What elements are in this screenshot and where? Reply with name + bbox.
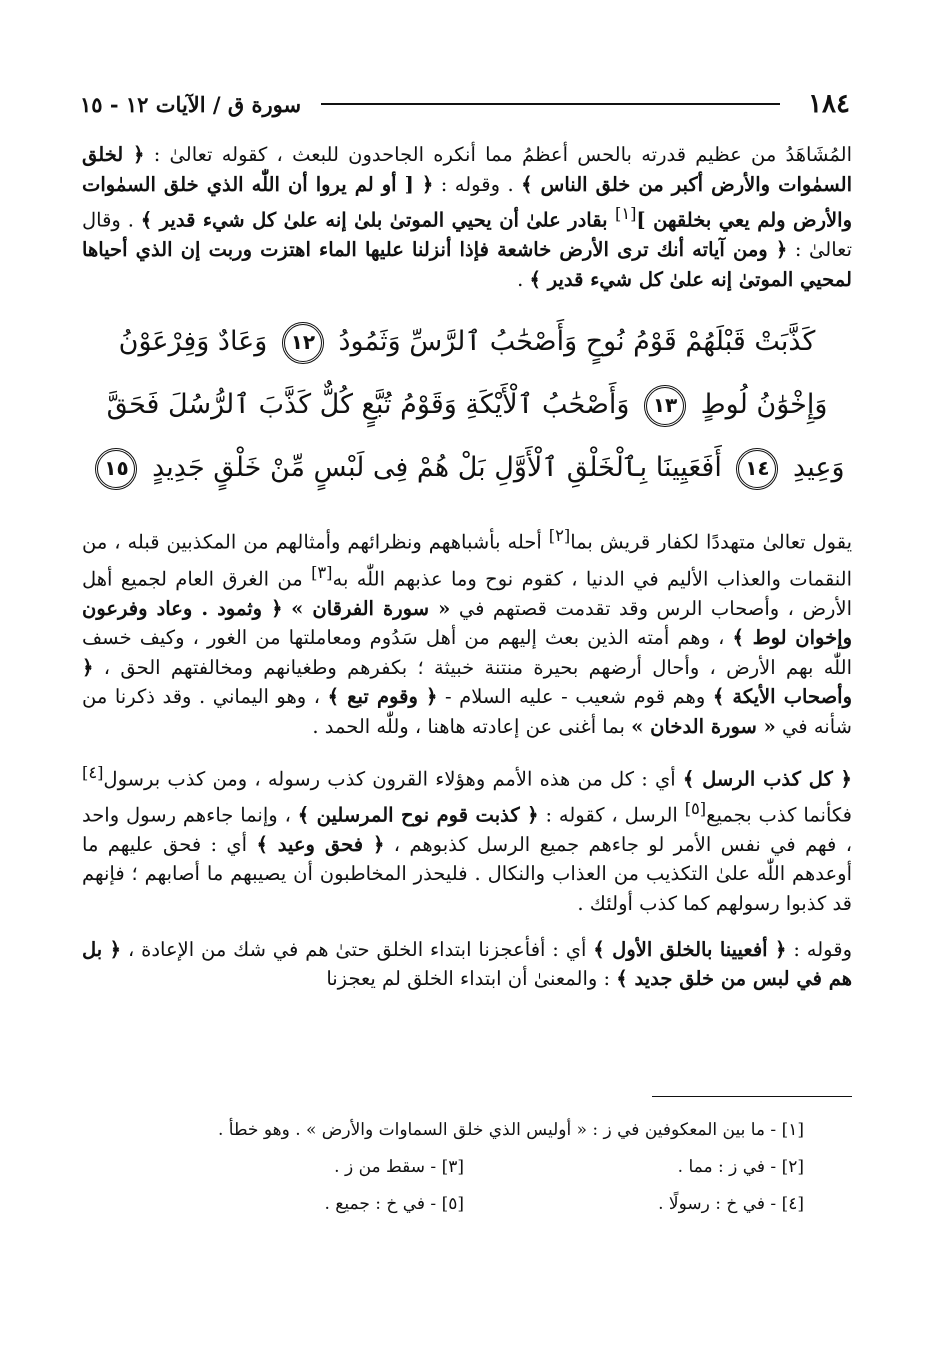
- surah-title: سورة ق / الآيات ١٢ - ١٥: [80, 91, 302, 117]
- verse-14-marker: ١٤: [736, 448, 778, 490]
- footnote-4: [٤] - في خ : رسولًا .: [658, 1194, 804, 1214]
- verse-13-marker: ١٣: [644, 385, 686, 427]
- text-run: ، وهو اليماني . وقد ذكرنا من شأنه في: [82, 685, 852, 739]
- text-run: : والمعنىٰ أن ابتداء الخلق لم يعجزنا: [326, 967, 617, 991]
- text-run: فكأنما كذب بجميع: [706, 803, 852, 827]
- verse-14-text: وَأَصْحَٰبُ ٱلْأَيْكَةِ وَقَوْمُ تُبَّعٍ كُلٌّ كَذَّبَ ٱلرُّسُلَ فَحَقَّ وَعِيدِ: [106, 389, 845, 484]
- tafsir-paragraph-3: [82, 935, 852, 994]
- footnote-ref[interactable]: [٤]: [82, 762, 104, 782]
- main-text: [82, 140, 852, 1010]
- text-run: أي : أفأعجزنا ابتداء الخلق حتىٰ هم في شك من الإعادة ،: [121, 937, 594, 961]
- verse-15-marker: ١٥: [95, 448, 137, 490]
- text-run: أحله بأشباههم ونظرائهم وأمثالهم من المكذبين قبله ، من النقمات والعذاب الأليم في الدنيا ، كقوم نوح وما عذبهم اللّٰه به: [82, 530, 852, 591]
- text-run: المُشَاهَدُ من عظيم قدرته بالحس أعظمُ مما أنكره الجاحدون للبعث ، كقوله تعالىٰ :: [144, 143, 852, 166]
- verse-15-text: أَفَعَيِينَا بِٱلْخَلْقِ ٱلْأَوَّلِ بَلْ هُمْ فِى لَبْسٍ مِّنْ خَلْقٍ جَدِيدٍ: [152, 452, 722, 484]
- quran-quote: ﴿ وقوم تبع ﴾: [327, 685, 438, 709]
- text-run: ، وإنما جاءهم رسول واحد ، فهم في نفس الأمر لو جاءهم جميع الرسل كذبوهم ،: [82, 803, 852, 856]
- verse-12-text: كَذَّبَتْ قَبْلَهُمْ قَوْمُ نُوحٍ وَأَصْحَٰبُ ٱلرَّسِّ وَثَمُودُ: [338, 326, 816, 358]
- quran-quote: ﴿ أفعيينا بالخلق الأول ﴾: [593, 937, 787, 961]
- page-number: ١٨٤: [808, 89, 850, 119]
- text-run: وهم قوم شعيب - عليه السلام -: [437, 685, 713, 709]
- quran-quote: ﴿ كل كذب الرسل ﴾: [682, 767, 852, 791]
- quran-quote: ﴿ وثمود . وعاد وفرعون وإخوان لوط ﴾: [82, 596, 852, 650]
- surah-reference: « سورة الفرقان »: [291, 596, 451, 620]
- footnote-2: [٢] - في ز : مما .: [677, 1157, 804, 1177]
- page-header: [80, 84, 850, 124]
- tafsir-paragraph-2: [82, 758, 852, 919]
- verse-12-marker: ١٢: [282, 322, 324, 364]
- text-run: [283, 597, 292, 620]
- footnote-ref[interactable]: [٥]: [684, 798, 707, 818]
- quran-quote: ﴿ [ أو لم يروا أن اللّٰه الذي خلق السمٰوات والأرض ولم يعي بخلقهن ]: [82, 172, 852, 232]
- quran-quote: ﴿ فحق وعيد ﴾: [256, 832, 385, 856]
- text-run: أي : كل من هذه الأمم وهؤلاء القرون كذب رسوله ، ومن كذب برسول: [103, 767, 683, 791]
- text-run: ، وهم أمته الذين بعث إليهم من أهل سَدُوم ومعاملتها من الغور ، وكيف خسف اللّٰه بهم الأرض ، وأحال أرضهم بحيرة منتنة خبيثة ؛ بكفرهم وطغيانهم ومخالفتهم الحق ،: [82, 626, 852, 679]
- footnote-ref[interactable]: [٢]: [548, 526, 571, 546]
- header-rule: [321, 103, 780, 105]
- footnote-ref[interactable]: [١]: [614, 204, 637, 224]
- verse-13-text: وَعَادٌ وَفِرْعَوْنُ وَإِخْوَٰنُ لُوطٍ: [118, 326, 828, 421]
- quran-quote: ﴿ لخلق السمٰوات والأرض أكبر من خلق الناس ﴾: [82, 143, 852, 196]
- text-run: .: [517, 267, 530, 291]
- text-run: . وقال تعالىٰ :: [82, 208, 852, 262]
- text-run: يقول تعالىٰ متهددًا لكفار قريش بما: [570, 530, 852, 554]
- tafsir-paragraph-1: [82, 521, 852, 741]
- footnote-ref[interactable]: [٣]: [311, 562, 333, 582]
- text-run: الرسل ، كقوله :: [538, 803, 685, 827]
- text-run: أي : فحق عليهم ما أوعدهم اللّٰه علىٰ التكذيب من العذاب والنكال . فليحذر المخاطبون أن يصيبهم ما أصابهم ؛ فإنهم قد كذبوا رسولهم كما كذب أولئك .: [82, 832, 852, 915]
- quran-quote: ﴿ ومن آياته أنك ترى الأرض خاشعة فإذا أنزلنا عليها الماء اهتزت وربت إن الذي أحياها لمحيي الموتىٰ إنه علىٰ كل شيء قدير ﴾: [82, 238, 852, 291]
- text-run: وقوله :: [786, 937, 852, 961]
- intro-paragraph: [82, 140, 852, 294]
- text-run: . وقوله :: [433, 172, 522, 196]
- surah-reference: « سورة الدخان »: [631, 715, 776, 739]
- footnote-separator: [652, 1096, 852, 1097]
- quran-quote: ﴿ وأصحاب الأيكة ﴾: [82, 655, 852, 709]
- quran-quote: ﴿ كذبت قوم نوح المرسلين ﴾: [297, 803, 539, 827]
- quran-quote: ﴿ بل هم في لبس من خلق جديد ﴾: [82, 937, 852, 991]
- footnote-row: [82, 1152, 852, 1189]
- footnote-row: [82, 1189, 852, 1226]
- text-run: بما أغنى عن إعادته هاهنا ، وللّٰه الحمد .: [312, 715, 632, 739]
- text-run: من الغرق العام لجميع أهل الأرض ، وأصحاب الرس وقد تقدمت قصتهم في: [82, 567, 852, 620]
- footnote-1: [١] - ما بين المعكوفين في ز : « أوليس الذي خلق السماوات والأرض » . وهو خطأ .: [217, 1120, 804, 1140]
- footnote-3: [٣] - سقط من ز .: [334, 1157, 464, 1177]
- footnote-5: [٥] - في خ : جميع .: [324, 1194, 464, 1214]
- quran-quote: بقادر علىٰ أن يحيي الموتىٰ بلىٰ إنه علىٰ كل شيء قدير ﴾: [140, 208, 615, 232]
- quran-verses-block: [82, 310, 852, 499]
- footnotes-section: [82, 1096, 852, 1226]
